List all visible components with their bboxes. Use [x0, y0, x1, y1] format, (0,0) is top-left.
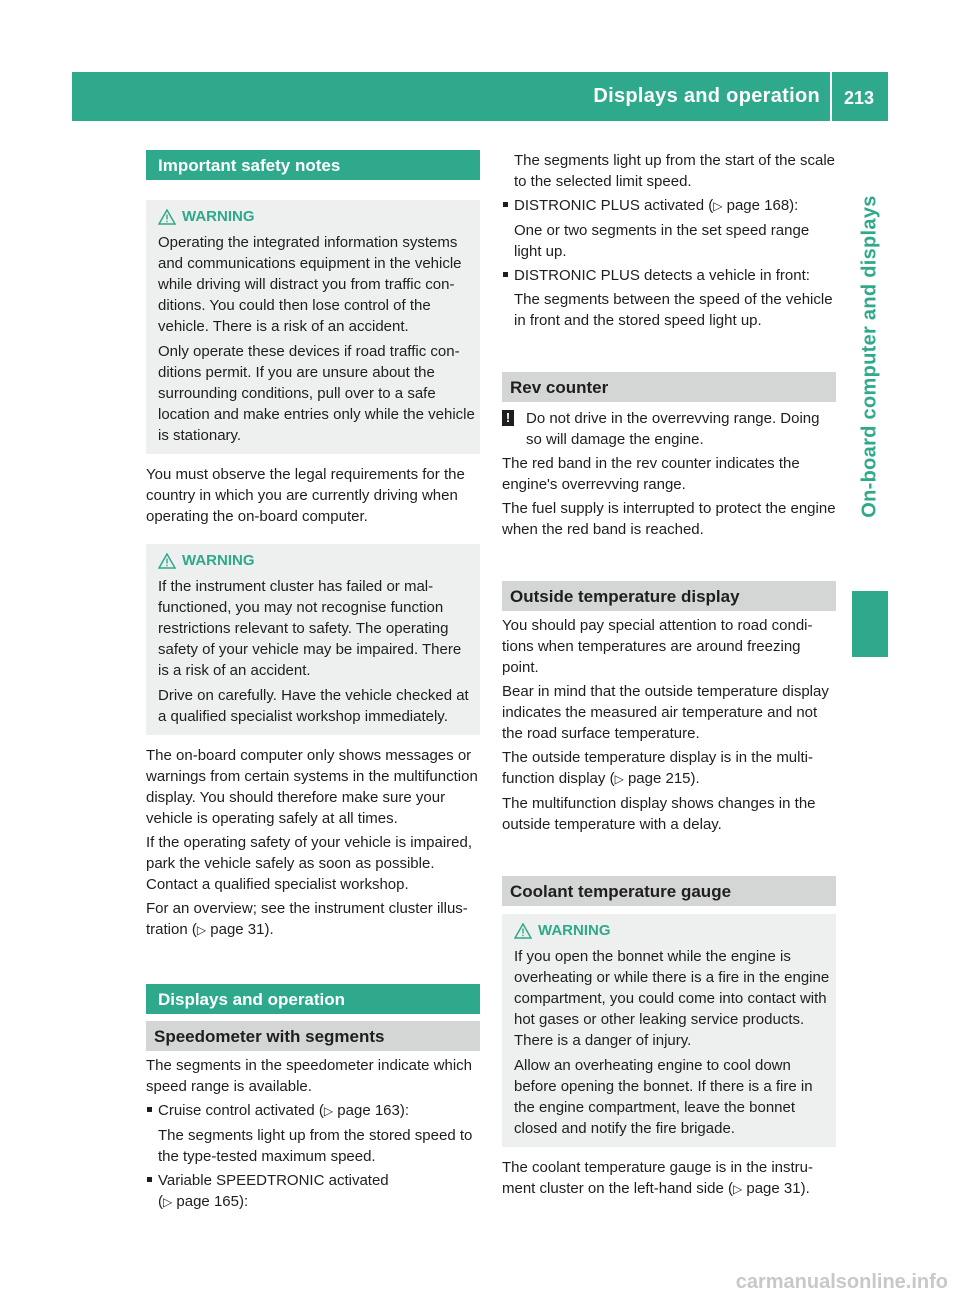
list-item: Cruise control activated (▷ page 163): — [146, 1100, 480, 1122]
list-item: DISTRONIC PLUS detects a vehicle in front: — [502, 265, 836, 286]
list-item-detail: The segments between the speed of the vehicle in front and the stored speed light up. — [514, 291, 833, 329]
list-item-detail: One or two segments in the set speed range light up. — [514, 222, 810, 260]
warning-text: Only operate these devices if road traffic conditions permit. If you are unsure about the surrounding conditions, pull over to a safe location and make entries only while the vehicle is stationary. — [158, 343, 475, 444]
list-item-detail: The segments light up from the start of the scale to the selected limit speed. — [514, 152, 835, 190]
warning-triangle-icon — [514, 923, 532, 939]
page-ref-arrow-icon: ▷ — [713, 199, 723, 213]
warning-box — [502, 914, 836, 1147]
paragraph: The segments in the speedometer indicate which speed range is available. — [146, 1057, 473, 1095]
heading-rev-counter: Rev counter — [502, 372, 836, 402]
warning-text: If the instrument cluster has failed or malfunctioned, you may not recognise function restrictions relevant to safety. The operating safety of your vehicle may be impaired. There is a risk of an accident. — [158, 578, 462, 679]
side-tab-label: On-board computer and displays — [858, 194, 881, 518]
heading-displays-and-operation: Displays and operation — [146, 984, 480, 1014]
page-ref-arrow-icon: ▷ — [323, 1104, 334, 1118]
page-number: 213 — [843, 88, 875, 108]
header-divider — [830, 72, 832, 121]
page-ref-arrow-icon: ▷ — [196, 923, 207, 937]
side-tab — [852, 121, 888, 591]
watermark: carmanualsonline.info — [735, 1271, 948, 1293]
warning-triangle-icon — [158, 209, 176, 225]
page-ref-arrow-icon: ▷ — [614, 772, 624, 786]
page-ref-arrow-icon: ▷ — [163, 1195, 173, 1209]
header-title: Displays and operation — [593, 85, 820, 107]
list-item: DISTRONIC PLUS activated (▷ page 168): — [502, 195, 836, 217]
heading-outside-temperature-display: Outside temperature display — [502, 581, 836, 611]
warning-box — [146, 544, 480, 735]
paragraph: The coolant temperature gauge is in the instrument cluster on the left-hand side (▷ page 31). — [502, 1159, 814, 1197]
list-item: Variable SPEEDTRONIC activated (▷ page 165): — [146, 1170, 480, 1213]
right-column — [502, 150, 836, 1203]
paragraph: For an overview; see the instrument cluster illustration (▷ page 31). — [146, 900, 468, 938]
warning-box — [146, 200, 480, 454]
warning-text: Operating the integrated information systems and communications equipment in the vehicle while driving will distract you from traffic conditions. You could then lose control of the vehicle. There is a risk of an accident. — [158, 234, 462, 335]
paragraph: The on-board computer only shows messages or warnings from certain systems in the multifunction display. You should therefore make sure your vehicle is operating safely at all times. — [146, 747, 478, 827]
paragraph: The multifunction display shows changes in the outside temperature with a delay. — [502, 795, 816, 833]
heading-speedometer-with-segments: Speedometer with segments — [146, 1021, 480, 1051]
paragraph: Bear in mind that the outside temperature display indicates the measured air temperature and not the road surface temperature. — [502, 683, 829, 742]
warning-text: Drive on carefully. Have the vehicle checked at a qualified specialist workshop immediately. — [158, 687, 469, 725]
heading-important-safety-notes: Important safety notes — [146, 150, 480, 180]
paragraph: If the operating safety of your vehicle is impaired, park the vehicle safely as soon as possible. Contact a qualified specialist workshop. — [146, 834, 473, 893]
warning-text: Allow an overheating engine to cool down before opening the bonnet. If there is a fire in the engine compartment, leave the bonnet closed and notify the fire brigade. — [514, 1057, 813, 1137]
page-ref-arrow-icon: ▷ — [732, 1182, 743, 1196]
paragraph: The fuel supply is interrupted to protect the engine when the red band is reached. — [502, 500, 836, 538]
warning-heading: WARNING — [158, 550, 475, 571]
list-item-detail: The segments light up from the stored speed to the type-tested maximum speed. — [158, 1127, 473, 1165]
warning-heading: WARNING — [158, 206, 475, 227]
heading-coolant-temperature-gauge: Coolant temperature gauge — [502, 876, 836, 906]
paragraph: The red band in the rev counter indicates the engine's overrevving range. — [502, 455, 800, 493]
warning-text: If you open the bonnet while the engine is overheating or while there is a fire in the engine compartment, you could come into contact with hot gases or other leaking service products. There is a danger of injury. — [514, 948, 830, 1049]
side-tab-marker — [852, 591, 888, 657]
paragraph: The outside temperature display is in the multifunction display (▷ page 215). — [502, 749, 813, 787]
left-column — [146, 150, 480, 1216]
notice-text: Do not drive in the overrevving range. Doing so will damage the engine. — [526, 410, 820, 448]
exclamation-icon: ! — [502, 410, 514, 426]
header-bar — [72, 72, 888, 121]
notice — [502, 408, 836, 450]
paragraph: You should pay special attention to road conditions when temperatures are around freezing point. — [502, 617, 813, 676]
warning-triangle-icon — [158, 553, 176, 569]
warning-heading: WARNING — [514, 920, 831, 941]
paragraph: You must observe the legal requirements for the country in which you are currently driving when operating the on-board computer. — [146, 466, 465, 525]
